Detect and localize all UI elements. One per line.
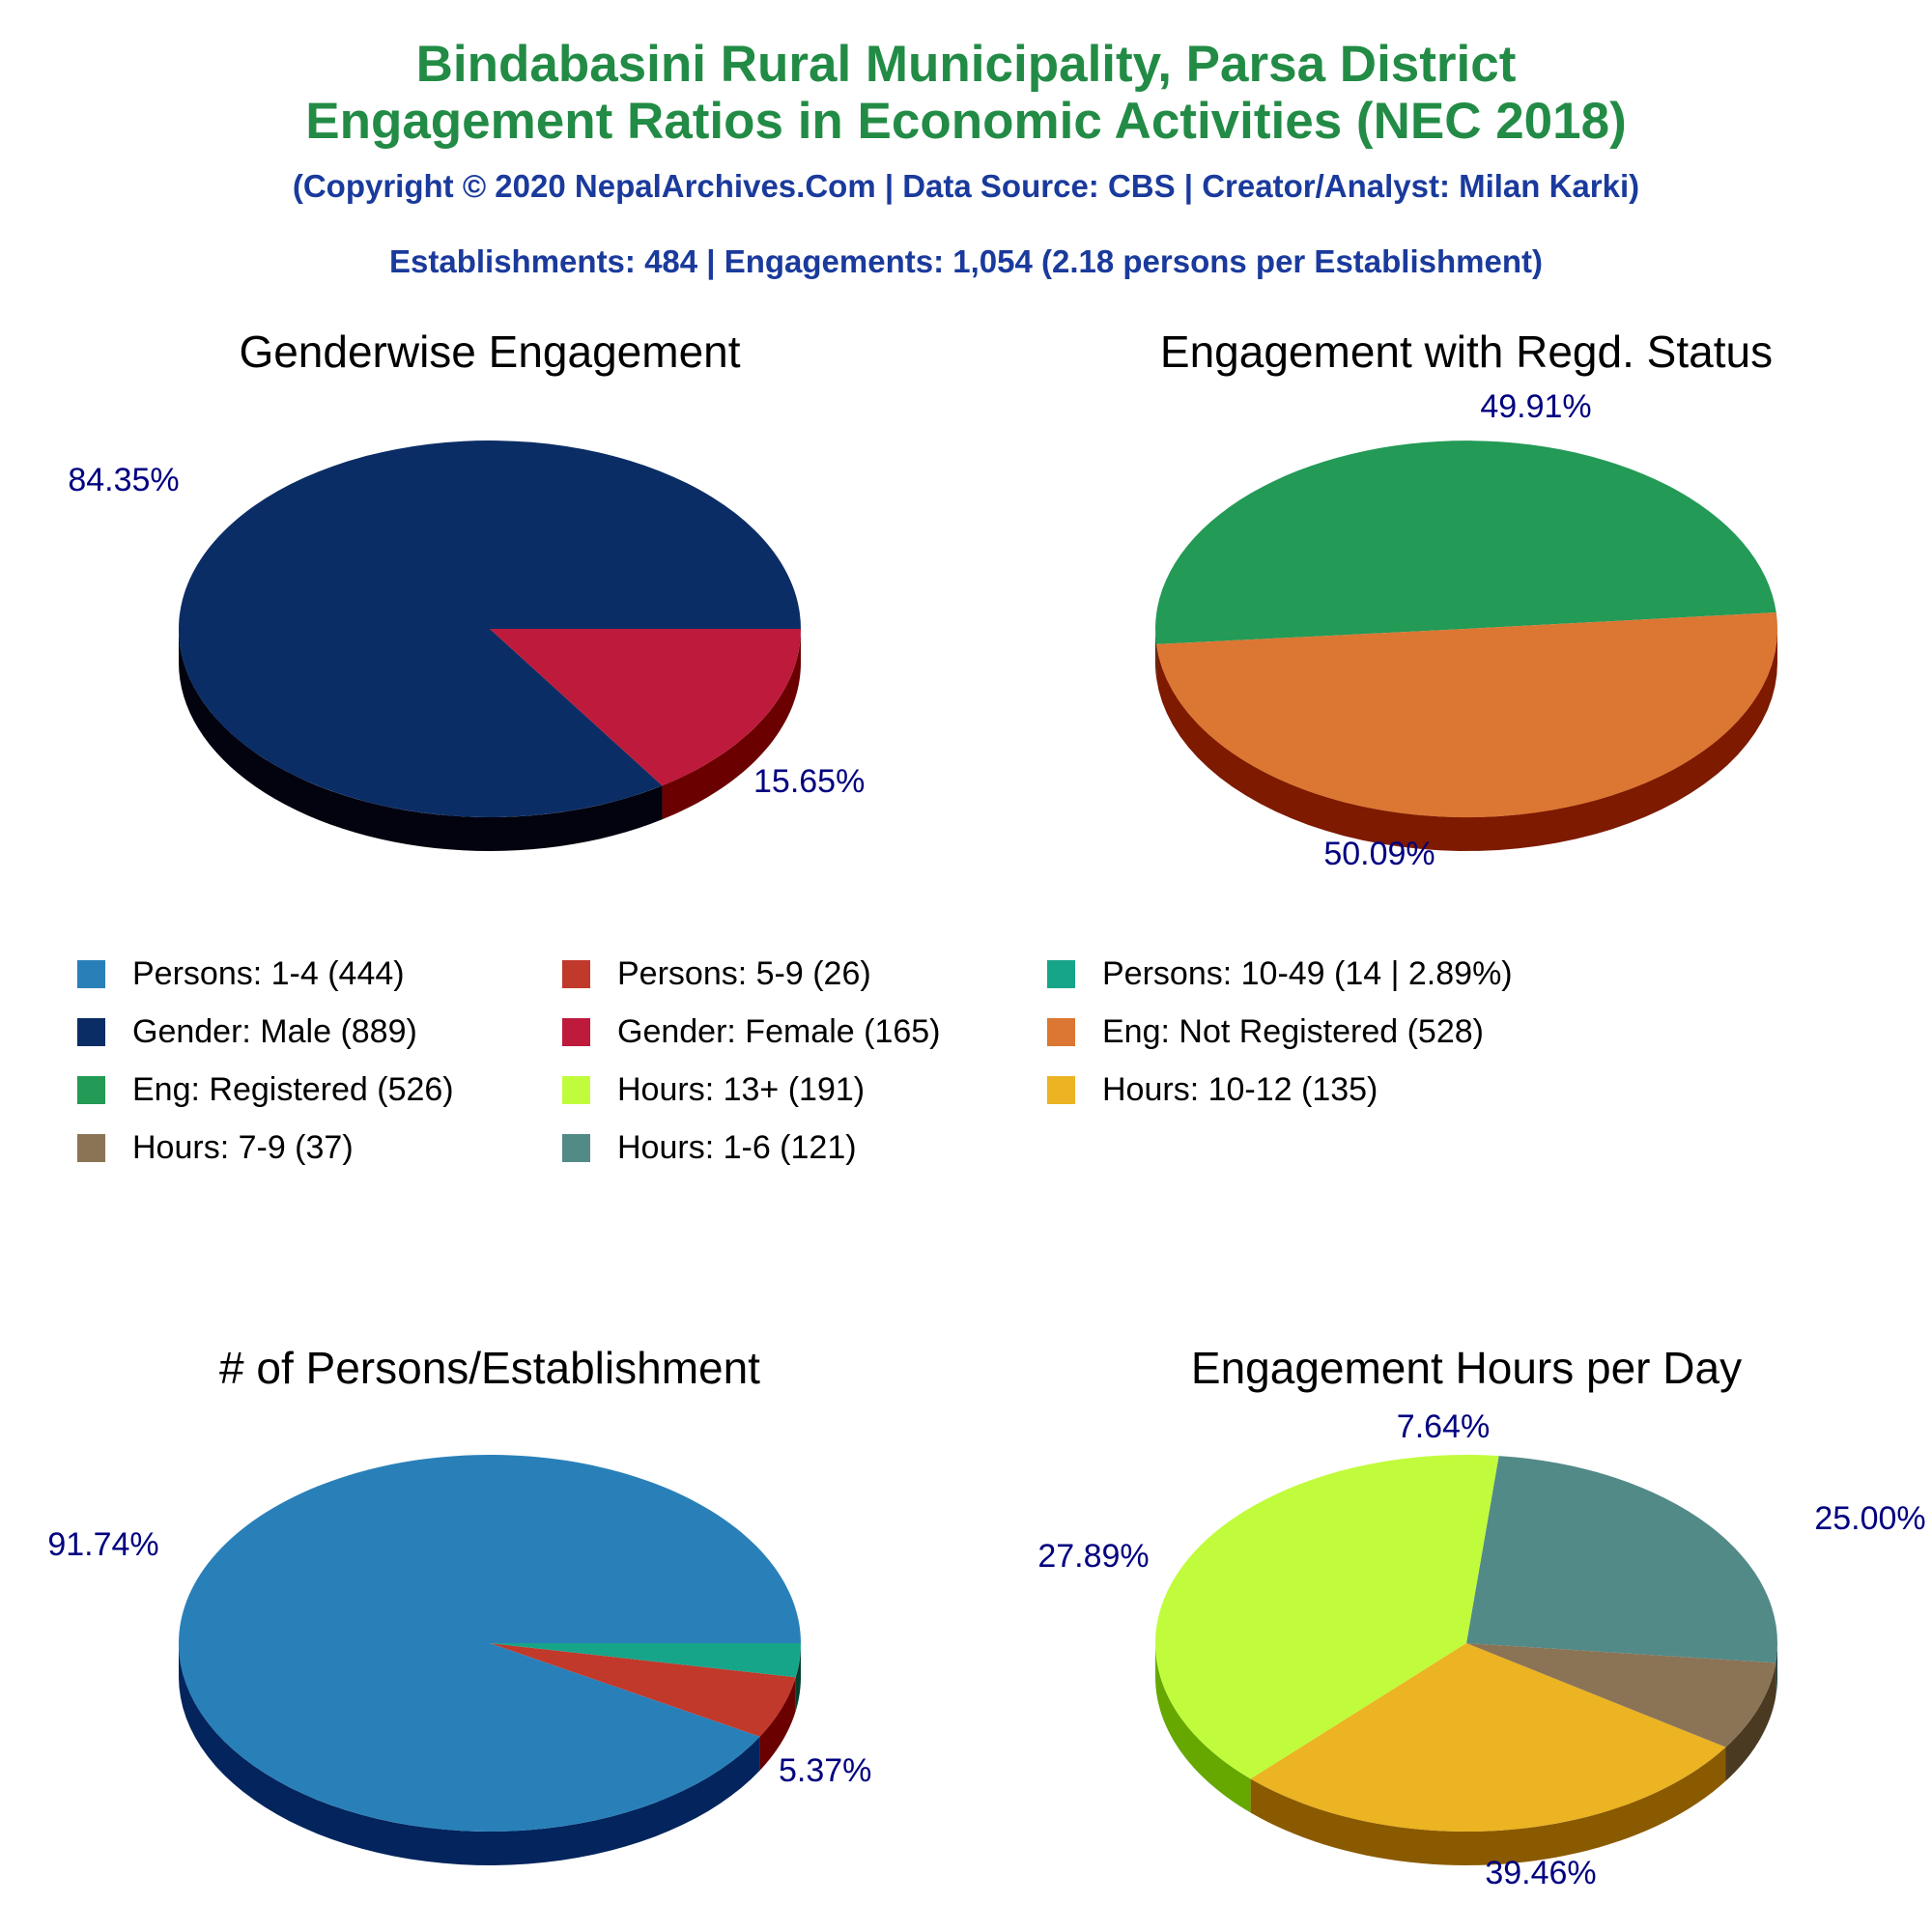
legend-swatch [77, 960, 105, 988]
percent-label: 91.74% [47, 1526, 159, 1563]
legend-swatch [562, 1134, 590, 1162]
pie-slice [1155, 440, 1776, 644]
legend-label: Eng: Not Registered (528) [1102, 1012, 1484, 1050]
legend-swatch [77, 1134, 105, 1162]
chart-title: Engagement Hours per Day [1190, 1343, 1743, 1393]
chart-title: Genderwise Engagement [239, 327, 741, 377]
percent-label: 84.35% [68, 462, 180, 498]
legend-item [562, 1012, 941, 1051]
main-title-line1: Bindabasini Rural Municipality, Parsa District [415, 36, 1517, 93]
legend-label: Hours: 7-9 (37) [132, 1128, 354, 1166]
percent-label: 39.46% [1485, 1855, 1597, 1891]
legend-swatch [1047, 1018, 1075, 1046]
legend-label: Hours: 1-6 (121) [617, 1128, 857, 1166]
legend-label: Eng: Registered (526) [132, 1070, 454, 1108]
legend-label: Gender: Female (165) [617, 1012, 941, 1050]
legend-item [1047, 1012, 1484, 1051]
legend-swatch [562, 1076, 590, 1104]
pie-chart-3 [47, 1343, 871, 1865]
pie-slice [1466, 1456, 1777, 1662]
legend-item [562, 1128, 857, 1167]
legend-item [1047, 954, 1513, 993]
legend-label: Hours: 13+ (191) [617, 1070, 866, 1108]
legend-item [77, 1012, 417, 1051]
percent-label: 7.64% [1396, 1408, 1491, 1445]
legend-item [562, 954, 871, 993]
percent-label: 49.91% [1480, 388, 1592, 425]
legend-swatch [77, 1018, 105, 1046]
percent-label: 15.65% [753, 763, 866, 800]
legend-swatch [1047, 960, 1075, 988]
legend-swatch [562, 960, 590, 988]
legend-label: Hours: 10-12 (135) [1102, 1070, 1378, 1108]
percent-label: 27.89% [1037, 1538, 1150, 1575]
legend-swatch [1047, 1076, 1075, 1104]
percent-label: 50.09% [1323, 836, 1435, 872]
legend-item [77, 954, 405, 993]
legend-label: Persons: 1-4 (444) [132, 954, 405, 992]
main-title-line2: Engagement Ratios in Economic Activities (NEC 2018) [305, 93, 1627, 150]
legend-label: Persons: 5-9 (26) [617, 954, 871, 992]
legend-label: Persons: 10-49 (14 | 2.89%) [1102, 954, 1513, 992]
legend-swatch [77, 1076, 105, 1104]
legend-item [77, 1128, 354, 1167]
legend-swatch [562, 1018, 590, 1046]
legend-item [562, 1070, 865, 1109]
pie-chart-2 [1155, 327, 1777, 872]
legend-label: Gender: Male (889) [132, 1012, 417, 1050]
summary-line: Establishments: 484 | Engagements: 1,054 (2.18 persons per Establishment) [389, 243, 1543, 279]
copyright-line: (Copyright © 2020 NepalArchives.Com | Data Source: CBS | Creator/Analyst: Milan Karki) [292, 168, 1640, 204]
legend-item [77, 1070, 454, 1109]
pie-chart-4 [1037, 1343, 1925, 1891]
percent-label: 25.00% [1814, 1500, 1926, 1537]
legend-item [1047, 1070, 1378, 1109]
pie-chart-1 [68, 327, 865, 851]
percent-label: 5.37% [779, 1752, 872, 1789]
chart-title: Engagement with Regd. Status [1159, 327, 1774, 377]
chart-title: # of Persons/Establishment [219, 1343, 760, 1393]
